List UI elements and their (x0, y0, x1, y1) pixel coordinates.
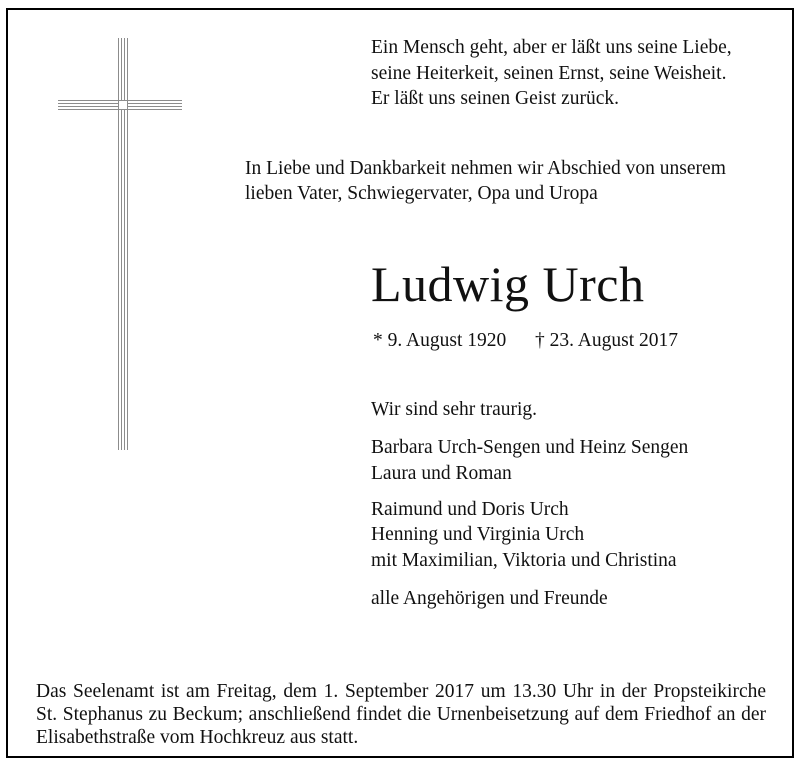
mourner-line: Laura und Roman (371, 463, 512, 484)
intro-line: lieben Vater, Schwiegervater, Opa und Uropa (245, 183, 598, 204)
mourners-statement: Wir sind sehr traurig. (371, 399, 538, 420)
deceased-name: Ludwig Urch (371, 256, 645, 312)
cross-icon (58, 38, 182, 450)
service-info: Das Seelenamt ist am Freitag, dem 1. September 2017 um 13.30 Uhr in der Propsteikirche St. Stephanus zu Beckum; anschließend findet die Urnenbeisetzung auf dem Friedhof an der Elisabethstraße vom Hochkreuz aus statt. (36, 680, 766, 748)
motto-line: seine Heiterkeit, seinen Ernst, seine Weisheit. (371, 63, 727, 84)
motto-line: Ein Mensch geht, aber er läßt uns seine Liebe, (371, 37, 732, 58)
death-date: † 23. August 2017 (535, 330, 679, 351)
mourner-line: Barbara Urch-Sengen und Heinz Sengen (371, 437, 689, 458)
mourner-line: alle Angehörigen und Freunde (371, 588, 608, 609)
motto-line: Er läßt uns seinen Geist zurück. (371, 88, 620, 109)
birth-date: * 9. August 1920 (373, 330, 507, 351)
intro-line: In Liebe und Dankbarkeit nehmen wir Abschied von unserem (245, 158, 726, 179)
mourner-line: Henning und Virginia Urch (371, 524, 585, 545)
mourner-line: Raimund und Doris Urch (371, 499, 569, 520)
mourner-line: mit Maximilian, Viktoria und Christina (371, 550, 677, 571)
